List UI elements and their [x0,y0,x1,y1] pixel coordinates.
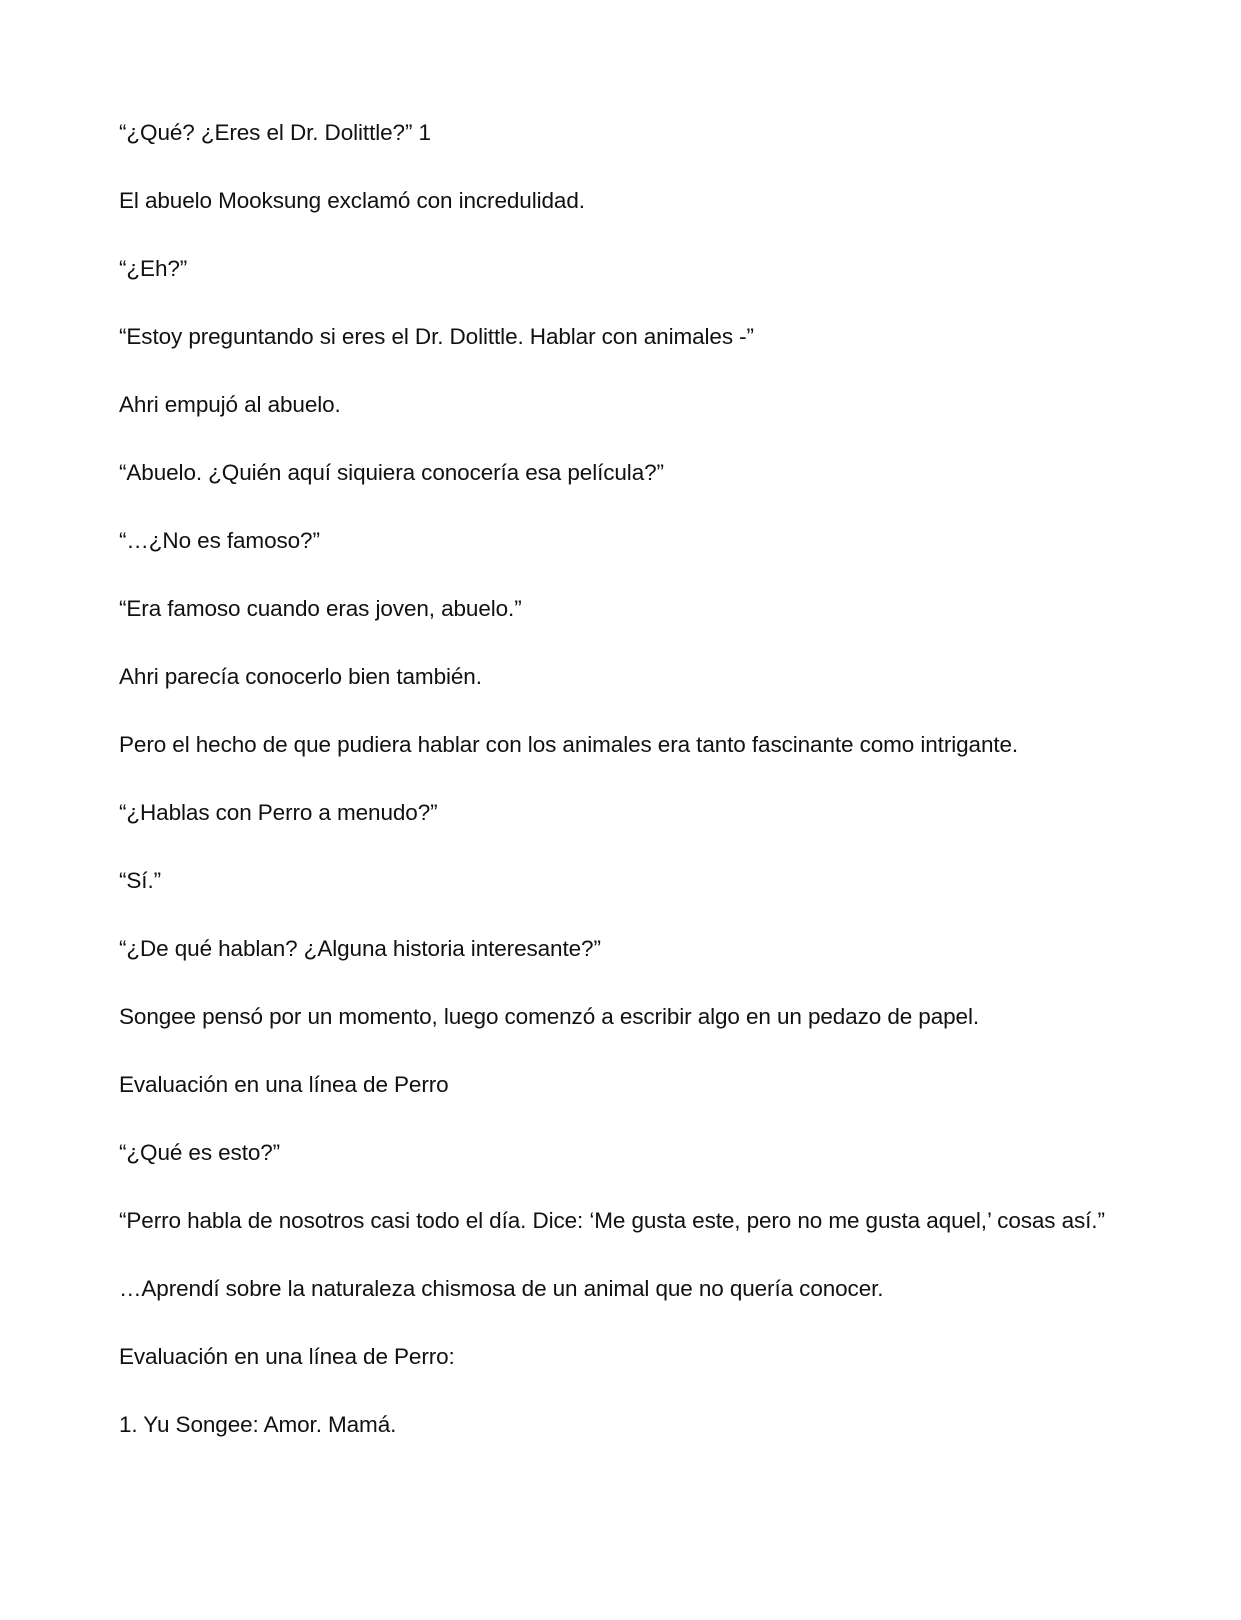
paragraph-asking-dolittle: “Estoy preguntando si eres el Dr. Dolittle. Hablar con animales -” [119,324,754,349]
paragraph-ahri-knew: Ahri parecía conocerlo bien también. [119,664,482,689]
paragraph-gossipy-nature: …Aprendí sobre la naturaleza chismosa de un animal que no quería conocer. [119,1276,884,1301]
paragraph-yes: “Sí.” [119,868,161,893]
paragraph-songee-writes: Songee pensó por un momento, luego comenzó a escribir algo en un pedazo de papel. [119,1004,979,1029]
paragraph-talk-animals: Pero el hecho de que pudiera hablar con los animales era tanto fascinante como intrigante. [119,732,1019,757]
paragraph-who-knows-movie: “Abuelo. ¿Quién aquí siquiera conocería esa película?” [119,460,664,485]
paragraph-one-line-heading-colon: Evaluación en una línea de Perro: [119,1344,455,1369]
document-body [119,116,1122,1442]
paragraph-dog-talks: “Perro habla de nosotros casi todo el día. Dice: ‘Me gusta este, pero no me gusta aquel,’ cosas así.” [119,1208,1105,1233]
paragraph-grandfather-exclaimed: El abuelo Mooksung exclamó con incredulidad. [119,188,585,213]
paragraph-famous-when-young: “Era famoso cuando eras joven, abuelo.” [119,596,522,621]
paragraph-what-talk: “¿De qué hablan? ¿Alguna historia interesante?” [119,936,601,961]
paragraph-not-famous: “…¿No es famoso?” [119,528,320,553]
paragraph-list-item-1: 1. Yu Songee: Amor. Mamá. [119,1412,397,1437]
paragraph-dolittle-question: “¿Qué? ¿Eres el Dr. Dolittle?” 1 [119,120,431,145]
paragraph-eh: “¿Eh?” [119,256,188,281]
paragraph-what-is-this: “¿Qué es esto?” [119,1140,281,1165]
paragraph-talk-dog-often: “¿Hablas con Perro a menudo?” [119,800,438,825]
paragraph-one-line-heading: Evaluación en una línea de Perro [119,1072,449,1097]
paragraph-ahri-pushed: Ahri empujó al abuelo. [119,392,341,417]
